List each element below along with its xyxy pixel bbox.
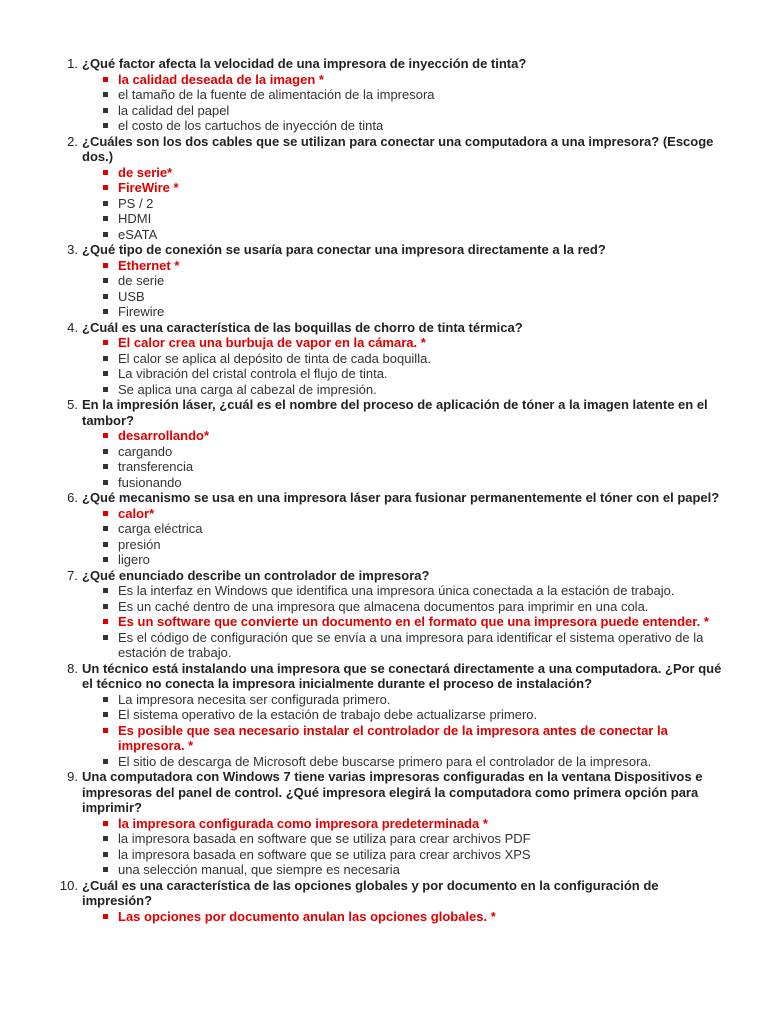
question-item bbox=[59, 877, 722, 925]
question-number: 3. bbox=[67, 242, 78, 257]
question-item bbox=[67, 242, 722, 320]
question-text: Una computadora con Windows 7 tiene varias impresoras configuradas en la ventana Dispositivos e impresoras del panel de control. ¿Qué impresora elegirá la computadora como primera opción para imprimir? bbox=[82, 769, 703, 815]
answer-item: transferencia bbox=[118, 459, 722, 475]
answer-list bbox=[82, 816, 722, 878]
question-text: ¿Qué mecanismo se usa en una impresora láser para fusionar permanentemente el tóner con el papel? bbox=[82, 490, 720, 505]
answer-item: el tamaño de la fuente de alimentación de la impresora bbox=[118, 87, 722, 103]
question-number: 9. bbox=[67, 769, 78, 784]
question-item bbox=[67, 397, 722, 490]
question-number: 2. bbox=[67, 133, 78, 149]
question-item bbox=[67, 490, 722, 568]
correct-answer-item: FireWire * bbox=[118, 180, 722, 196]
question-number: 7. bbox=[67, 567, 78, 583]
answer-item: PS / 2 bbox=[118, 196, 722, 212]
question-item bbox=[67, 567, 722, 661]
correct-answer-item: calor* bbox=[118, 506, 722, 522]
question-text: Un técnico está instalando una impresora que se conectará directamente a una computadora. ¿Por qué el técnico no conecta la impresora inicialmente durante el proceso de instalación? bbox=[82, 660, 722, 691]
answer-item: La vibración del cristal controla el flujo de tinta. bbox=[118, 366, 722, 382]
answer-item: una selección manual, que siempre es necesaria bbox=[118, 862, 722, 878]
answer-item: Se aplica una carga al cabezal de impresión. bbox=[118, 382, 722, 398]
question-text: ¿Cuáles son los dos cables que se utilizan para conectar una computadora a una impresora? (Escoge dos.) bbox=[82, 133, 714, 164]
answer-item: la impresora basada en software que se utiliza para crear archivos XPS bbox=[118, 847, 722, 863]
answer-list bbox=[82, 165, 722, 243]
question-number: 6. bbox=[67, 490, 78, 505]
answer-item: fusionando bbox=[118, 475, 722, 491]
correct-answer-item: Ethernet * bbox=[118, 258, 722, 274]
correct-answer-item: El calor crea una burbuja de vapor en la cámara. * bbox=[118, 335, 722, 351]
question-number: 5. bbox=[67, 397, 78, 412]
answer-list bbox=[82, 258, 722, 320]
correct-answer-item: Es posible que sea necesario instalar el controlador de la impresora antes de conectar la impresora. * bbox=[118, 723, 722, 754]
answer-item: carga eléctrica bbox=[118, 521, 722, 537]
answer-item: cargando bbox=[118, 444, 722, 460]
question-text: ¿Qué tipo de conexión se usaría para conectar una impresora directamente a la red? bbox=[82, 242, 606, 257]
answer-item: eSATA bbox=[118, 227, 722, 243]
correct-answer-item: de serie* bbox=[118, 165, 722, 181]
question-text: En la impresión láser, ¿cuál es el nombre del proceso de aplicación de tóner a la imagen latente en el tambor? bbox=[82, 397, 708, 428]
answer-list bbox=[82, 335, 722, 397]
question-number: 10. bbox=[59, 877, 78, 893]
answer-list bbox=[82, 909, 722, 925]
question-number: 4. bbox=[67, 319, 78, 335]
document-page bbox=[0, 56, 768, 924]
answer-list bbox=[82, 428, 722, 490]
answer-item: Es la interfaz en Windows que identifica una impresora única conectada a la estación de trabajo. bbox=[118, 583, 722, 599]
answer-list bbox=[82, 72, 722, 134]
question-item bbox=[67, 660, 722, 770]
answer-item: la impresora basada en software que se utiliza para crear archivos PDF bbox=[118, 831, 722, 847]
question-text: ¿Cuál es una característica de las boquillas de chorro de tinta térmica? bbox=[82, 319, 523, 335]
answer-list bbox=[82, 692, 722, 770]
question-list bbox=[0, 56, 722, 924]
answer-item: HDMI bbox=[118, 211, 722, 227]
question-item bbox=[67, 133, 722, 243]
answer-item: Es el código de configuración que se envía a una impresora para identificar el sistema operativo de la estación de trabajo. bbox=[118, 630, 722, 661]
answer-item: La impresora necesita ser configurada primero. bbox=[118, 692, 722, 708]
answer-item: ligero bbox=[118, 552, 722, 568]
answer-item: la calidad del papel bbox=[118, 103, 722, 119]
answer-item: El sitio de descarga de Microsoft debe buscarse primero para el controlador de la impresora. bbox=[118, 754, 722, 770]
answer-item: Firewire bbox=[118, 304, 722, 320]
correct-answer-item: Es un software que convierte un documento en el formato que una impresora puede entender. * bbox=[118, 614, 722, 630]
correct-answer-item: la impresora configurada como impresora predeterminada * bbox=[118, 816, 722, 832]
answer-item: El calor se aplica al depósito de tinta de cada boquilla. bbox=[118, 351, 722, 367]
question-text: ¿Qué factor afecta la velocidad de una impresora de inyección de tinta? bbox=[82, 56, 527, 71]
question-item bbox=[67, 319, 722, 398]
answer-item: el costo de los cartuchos de inyección de tinta bbox=[118, 118, 722, 134]
question-text: ¿Cuál es una característica de las opciones globales y por documento en la configuración de impresión? bbox=[82, 877, 659, 908]
answer-item: de serie bbox=[118, 273, 722, 289]
correct-answer-item: Las opciones por documento anulan las opciones globales. * bbox=[118, 909, 722, 925]
answer-item: presión bbox=[118, 537, 722, 553]
correct-answer-item: desarrollando* bbox=[118, 428, 722, 444]
question-text: ¿Qué enunciado describe un controlador de impresora? bbox=[82, 567, 430, 583]
correct-answer-item: la calidad deseada de la imagen * bbox=[118, 72, 722, 88]
answer-item: Es un caché dentro de una impresora que almacena documentos para imprimir en una cola. bbox=[118, 599, 722, 615]
question-number: 1. bbox=[67, 56, 78, 71]
answer-list bbox=[82, 506, 722, 568]
answer-item: El sistema operativo de la estación de trabajo debe actualizarse primero. bbox=[118, 707, 722, 723]
question-item bbox=[67, 56, 722, 134]
question-item bbox=[67, 769, 722, 878]
answer-list bbox=[82, 583, 722, 661]
answer-item: USB bbox=[118, 289, 722, 305]
question-number: 8. bbox=[67, 660, 78, 676]
